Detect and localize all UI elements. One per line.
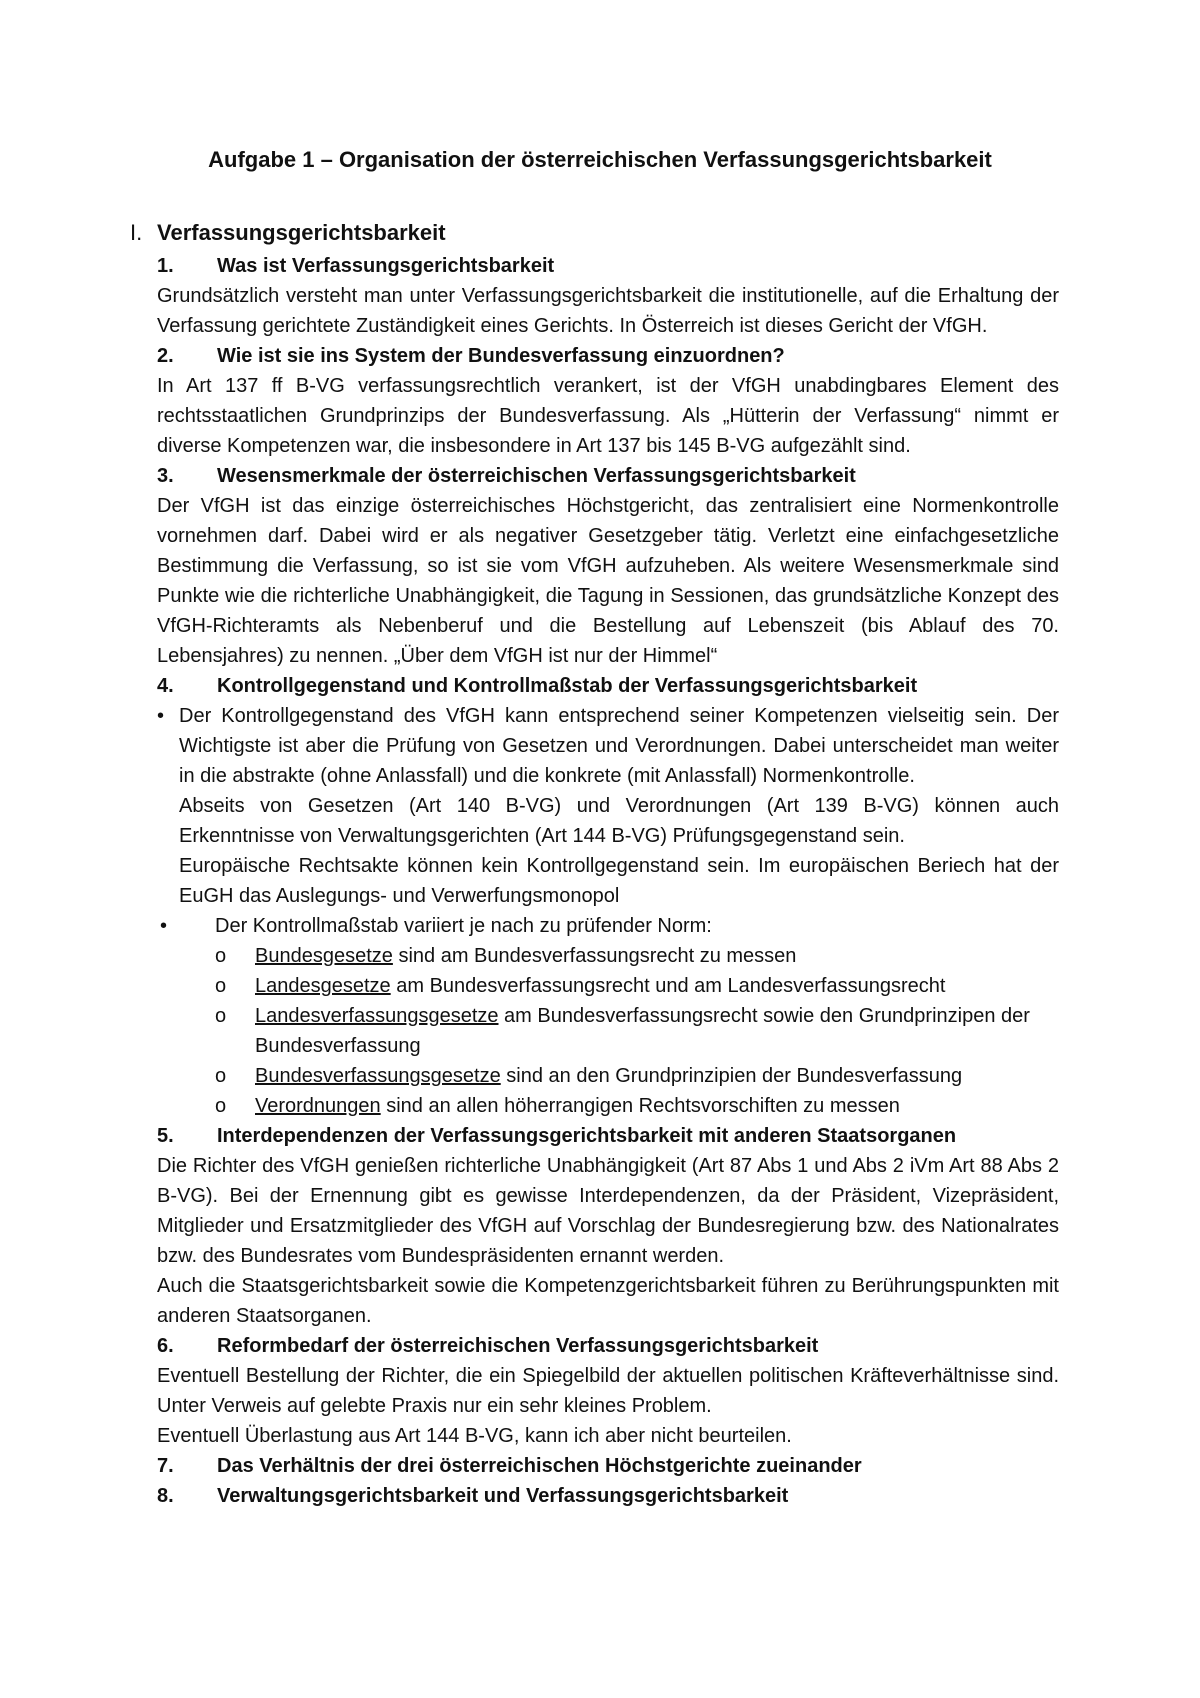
section-title: Wie ist sie ins System der Bundesverfassung einzuordnen? — [217, 345, 785, 367]
norm-description: sind an den Grundprinzipien der Bundesverfassung — [500, 1065, 963, 1087]
norm-description: am Bundesverfassungsrecht sowie den Grundprinzipen der Bundesverfassung — [255, 1005, 1030, 1057]
section-title: Wesensmerkmale der österreichischen Verfassungsgerichtsbarkeit — [217, 465, 856, 487]
document-title: Aufgabe 1 – Organisation der österreichischen Verfassungsgerichtsbarkeit — [208, 147, 992, 172]
section-title: Kontrollgegenstand und Kontrollmaßstab der Verfassungsgerichtsbarkeit — [217, 675, 918, 697]
circle-bullet-icon: o — [215, 975, 227, 997]
section-number: 3. — [157, 465, 174, 487]
section-2-heading — [157, 341, 1059, 371]
section-1-text: Grundsätzlich versteht man unter Verfassungsgerichtsbarkeit die institutionelle, auf die Erhaltung der Verfassung gerichtete Zuständigkeit eines Gerichts. In Österreich ist dieses Gericht der VfGH. — [157, 285, 1059, 337]
section-6-text: Eventuell Bestellung der Richter, die ein Spiegelbild der aktuellen politischen Kräfteverhältnisse sind. Unter Verweis auf gelebte Praxis nur ein sehr kleines Problem. — [157, 1365, 1059, 1417]
norm-term: Bundesverfassungsgesetze — [255, 1065, 501, 1087]
norm-description: sind an allen höherrangigen Rechtsvorschiften zu messen — [380, 1095, 900, 1117]
sub-item — [157, 1001, 1059, 1061]
section-7-heading — [157, 1451, 1059, 1481]
sub-item — [157, 971, 1059, 1001]
bullet-intro: Der Kontrollmaßstab variiert je nach zu prüfender Norm: — [215, 915, 712, 937]
section-2-text: In Art 137 ff B-VG verfassungsrechtlich verankert, ist der VfGH unabdingbares Element des rechtsstaatlichen Grundprinzips der Bundesverfassung. Als „Hütterin der Verfassung“ nimmt er diverse Kompetenzen war, die insbesondere in Art 137 bis 145 B-VG aufgezählt sind. — [157, 375, 1059, 457]
section-title: Interdependenzen der Verfassungsgerichtsbarkeit mit anderen Staatsorganen — [217, 1125, 957, 1147]
norm-description: am Bundesverfassungsrecht und am Landesverfassungsrecht — [390, 975, 946, 997]
section-title: Das Verhältnis der drei österreichischen Höchstgerichte zueinander — [217, 1455, 862, 1477]
bullet-kontrollmassstab — [157, 911, 1059, 941]
section-number: 7. — [157, 1455, 174, 1477]
sub-item — [157, 1091, 1059, 1121]
part-heading — [130, 215, 1059, 251]
circle-bullet-icon: o — [215, 945, 227, 967]
section-number: 2. — [157, 345, 174, 367]
section-title: Verwaltungsgerichtsbarkeit und Verfassungsgerichtsbarkeit — [217, 1485, 789, 1507]
section-number: 8. — [157, 1485, 174, 1507]
section-5-text: Auch die Staatsgerichtsbarkeit sowie die Kompetenzgerichtsbarkeit führen zu Berührungspunkten mit anderen Staatsorganen. — [157, 1275, 1059, 1327]
sub-item — [157, 941, 1059, 971]
section-5-heading — [157, 1121, 1059, 1151]
norm-term: Landesverfassungsgesetze — [255, 1005, 499, 1027]
bullet-kontrollgegenstand — [157, 701, 1059, 911]
sub-item — [157, 1061, 1059, 1091]
norm-term: Landesgesetze — [255, 975, 391, 997]
norm-description: sind am Bundesverfassungsrecht zu messen — [392, 945, 797, 967]
section-8-heading — [157, 1481, 1059, 1511]
norm-term: Bundesgesetze — [255, 945, 393, 967]
section-5-text: Die Richter des VfGH genießen richterliche Unabhängigkeit (Art 87 Abs 1 und Abs 2 iVm Art 88 Abs 2 B-VG). Bei der Ernennung gibt es gewisse Interdependenzen, da der Präsident, Vizepräsident, Mitglieder und Ersatzmitglieder des VfGH auf Vorschlag der Bundesregierung bzw. des Nationalrates bzw. des Bundesrates vom Bundespräsidenten ernannt werden. — [157, 1155, 1059, 1267]
section-6-heading — [157, 1331, 1059, 1361]
document-body — [130, 215, 1059, 1511]
section-1-heading — [157, 251, 1059, 281]
norm-term: Verordnungen — [255, 1095, 381, 1117]
section-title: Was ist Verfassungsgerichtsbarkeit — [217, 255, 555, 277]
circle-bullet-icon: o — [215, 1005, 227, 1027]
bullet-paragraph: Der Kontrollgegenstand des VfGH kann entsprechend seiner Kompetenzen vielseitig sein. Der Wichtigste ist aber die Prüfung von Gesetzen und Verordnungen. Dabei unterscheidet man weiter in die abstrakte (ohne Anlassfall) und die konkrete (mit Anlassfall) Normenkontrolle. — [179, 705, 1059, 787]
bullet-paragraph: Europäische Rechtsakte können kein Kontrollgegenstand sein. Im europäischen Beriech hat der EuGH das Auslegungs- und Verwerfungsmonopol — [179, 855, 1059, 907]
bullet-icon: • — [160, 915, 168, 937]
section-3-heading — [157, 461, 1059, 491]
section-4-heading — [157, 671, 1059, 701]
circle-bullet-icon: o — [215, 1095, 227, 1117]
part-title: Verfassungsgerichtsbarkeit — [157, 220, 446, 245]
bullet-icon: • — [157, 705, 165, 727]
section-number: 5. — [157, 1125, 174, 1147]
section-number: 1. — [157, 255, 174, 277]
section-3-text: Der VfGH ist das einzige österreichisches Höchstgericht, das zentralisiert eine Normenkontrolle vornehmen darf. Dabei wird er als negativer Gesetzgeber tätig. Verletzt eine einfachgesetzliche Bestimmung die Verfassung, so ist sie vom VfGH aufzuheben. Als weitere Wesensmerkmale sind Punkte wie die richterliche Unabhängigkeit, die Tagung in Sessionen, das grundsätzliche Konzept des VfGH-Richteramts als Nebenberuf und die Bestellung auf Lebenszeit (bis Ablauf des 70. Lebensjahres) zu nennen. „Über dem VfGH ist nur der Himmel“ — [157, 495, 1059, 667]
part-numeral: I. — [130, 220, 143, 245]
section-number: 6. — [157, 1335, 174, 1357]
section-6-text: Eventuell Überlastung aus Art 144 B-VG, kann ich aber nicht beurteilen. — [157, 1425, 792, 1447]
circle-bullet-icon: o — [215, 1065, 227, 1087]
bullet-paragraph: Abseits von Gesetzen (Art 140 B-VG) und Verordnungen (Art 139 B-VG) können auch Erkenntnisse von Verwaltungsgerichten (Art 144 B-VG) Prüfungsgegenstand sein. — [179, 795, 1059, 847]
section-number: 4. — [157, 675, 174, 697]
section-title: Reformbedarf der österreichischen Verfassungsgerichtsbarkeit — [217, 1335, 819, 1357]
